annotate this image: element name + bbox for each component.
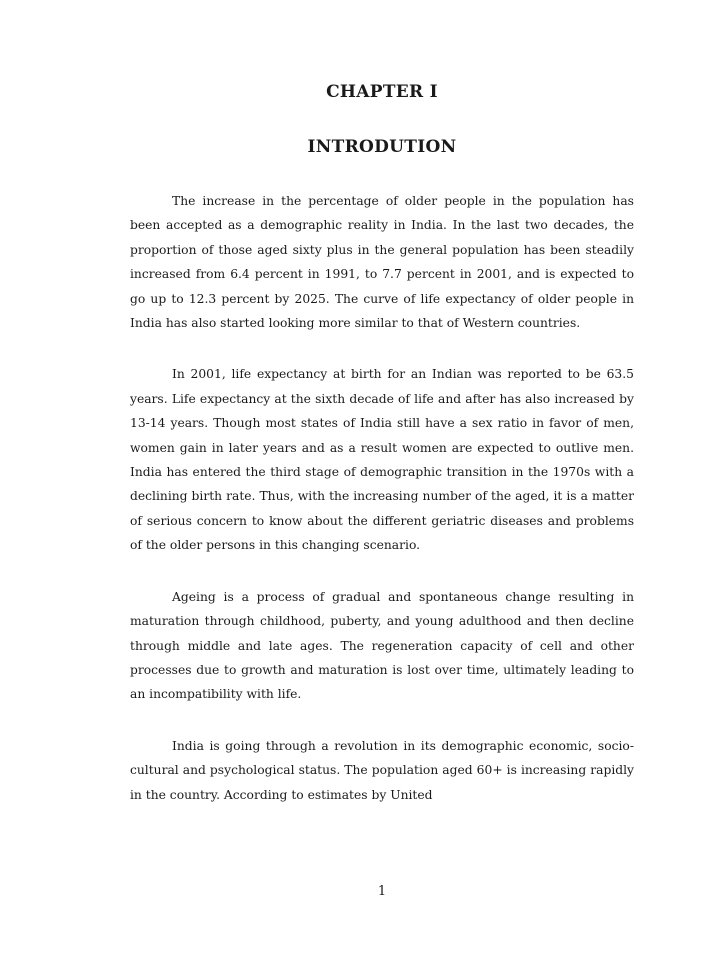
paragraph: India is going through a revolution in its demographic economic, socio-cultural and psychological status. The population aged 60+ is increasing rapidly in the country. According to estimates by United [130, 738, 634, 802]
chapter-title: INTRODUTION [307, 137, 457, 157]
page-number: 1 [377, 884, 387, 899]
paragraph: Ageing is a process of gradual and spontaneous change resulting in maturation through childhood, puberty, and young adulthood and then decline through middle and late ages. The regeneration capacity of cell and other processes due to growth and maturation is lost over time, ultimately leading to an incompatibility with life. [130, 589, 634, 702]
body-text [130, 189, 634, 834]
chapter-heading: CHAPTER I [326, 82, 438, 102]
paragraph: The increase in the percentage of older people in the population has been accepted as a demographic reality in India. In the last two decades, the proportion of those aged sixty plus in the general population has been steadily increased from 6.4 percent in 1991, to 7.7 percent in 2001, and is expected to go up to 12.3 percent by 2025. The curve of life expectancy of older people in India has also started looking more similar to that of Western countries. [130, 194, 634, 331]
paragraph: In 2001, life expectancy at birth for an Indian was reported to be 63.5 years. Life expectancy at the sixth decade of life and after has also increased by 13-14 years. Though most states of India still have a sex ratio in favor of men, women gain in later years and as a result women are expected to outlive men. India has entered the third stage of demographic transition in the 1970s with a declining birth rate. Thus, with the increasing number of the aged, it is a matter of serious concern to know about the different geriatric diseases and problems of the older persons in this changing scenario. [130, 367, 634, 553]
